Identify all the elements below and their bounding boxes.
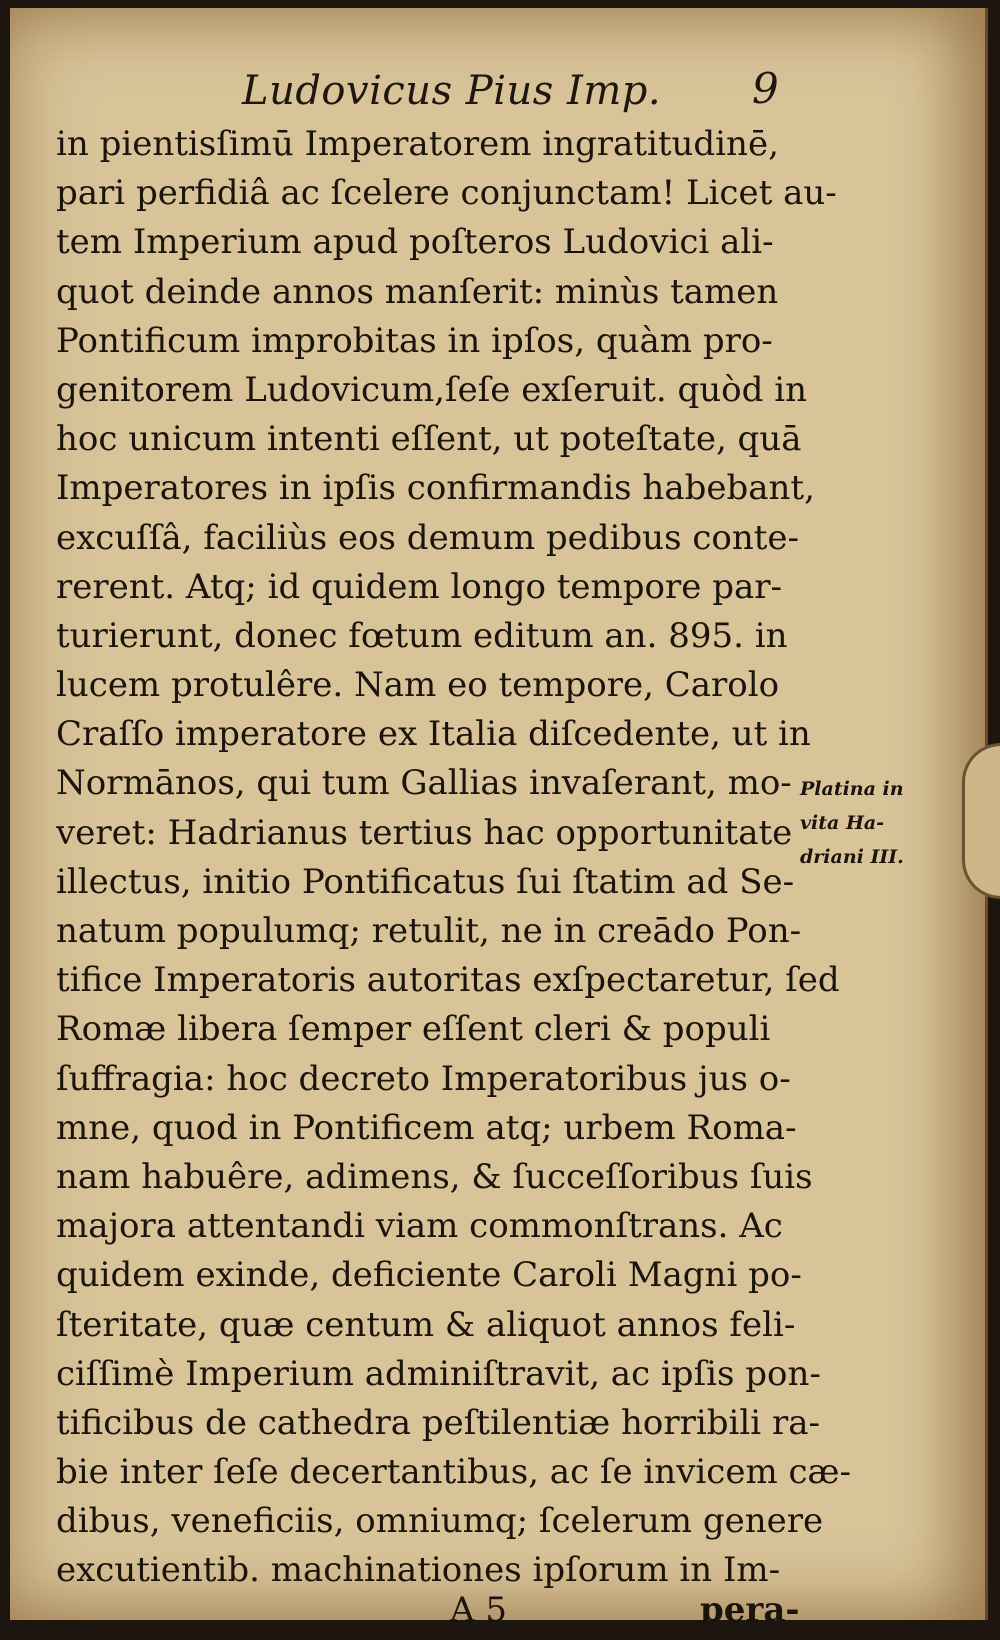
text-line: veret: Hadrianus tertius hac opportunitate bbox=[56, 812, 793, 853]
text-line: excutientib. machinationes ipſorum in Im- bbox=[56, 1550, 781, 1591]
text-line: in pientisſimū Imperatorem ingratitudinē, bbox=[56, 124, 779, 164]
text-line: Imperatores in ipſis confirmandis habebant, bbox=[56, 468, 815, 509]
text-line: rerent. Atq; id quidem longo tempore par- bbox=[56, 566, 782, 607]
text-line: mne, quod in Pontificem atq; urbem Roma- bbox=[56, 1107, 797, 1148]
text-line: hoc unicum intenti eſſent, ut poteſtate, quā bbox=[56, 419, 802, 460]
text-line: bie inter ſeſe decertantibus, ac ſe invicem cæ- bbox=[56, 1452, 851, 1493]
text-line: quot deinde annos manſerit: minùs tamen bbox=[56, 271, 779, 312]
text-line: natum populumq; retulit, ne in creādo Pon- bbox=[56, 911, 802, 951]
catchword: pera- bbox=[700, 1590, 800, 1630]
marginal-note-line: Platina in bbox=[800, 778, 904, 800]
marginal-note-line: driani III. bbox=[800, 846, 904, 868]
text-line: quidem exinde, deficiente Caroli Magni po- bbox=[56, 1255, 802, 1296]
text-line: majora attentandi viam commonſtrans. Ac bbox=[56, 1206, 783, 1247]
text-line: Pontificum improbitas in ipſos, quàm pro- bbox=[56, 320, 773, 361]
text-line: ſuffragia: hoc decreto Imperatoribus jus o- bbox=[56, 1058, 791, 1099]
text-line: ciſſimè Imperium adminiſtravit, ac ipſis pon- bbox=[56, 1353, 821, 1394]
book-page bbox=[10, 8, 988, 1630]
text-line: genitorem Ludovicum,ſeſe exſeruit. quòd in bbox=[56, 369, 807, 410]
page-number: 9 bbox=[752, 64, 779, 113]
text-line: ſteritate, quæ centum & aliquot annos feli- bbox=[56, 1304, 796, 1345]
text-line: turierunt, donec fœtum editum an. 895. in bbox=[56, 615, 788, 656]
text-line: Romæ libera ſemper eſſent cleri & populi bbox=[56, 1009, 771, 1050]
signature-mark: A 5 bbox=[450, 1590, 507, 1630]
text-line: pari perfidiâ ac ſcelere conjunctam! Licet au- bbox=[56, 173, 837, 214]
text-line: nam habuêre, adimens, & ſucceſſoribus ſuis bbox=[56, 1156, 813, 1197]
running-title: Ludovicus Pius Imp. bbox=[242, 68, 662, 114]
text-line: lucem protulêre. Nam eo tempore, Carolo bbox=[56, 665, 780, 706]
page-footer bbox=[10, 1590, 985, 1640]
text-line: tem Imperium apud poſteros Ludovici ali- bbox=[56, 222, 774, 263]
page-header bbox=[10, 60, 985, 120]
text-line: tifice Imperatoris autoritas exſpectaretur, ſed bbox=[56, 960, 840, 1001]
text-line: excuſſâ, faciliùs eos demum pedibus conte- bbox=[56, 517, 800, 558]
text-line: dibus, veneficiis, omniumq; ſcelerum genere bbox=[56, 1501, 824, 1542]
page-tab-edge bbox=[962, 743, 1000, 899]
text-line: Normānos, qui tum Gallias invaſerant, mo- bbox=[56, 763, 792, 804]
text-line: Craſſo imperatore ex Italia diſcedente, ut in bbox=[56, 714, 811, 755]
marginal-note-line: vita Ha- bbox=[800, 812, 885, 834]
text-line: tificibus de cathedra peſtilentiæ horribili ra- bbox=[56, 1402, 820, 1443]
marginal-note bbox=[800, 772, 920, 874]
text-line: illectus, initio Pontificatus ſui ſtatim ad Se- bbox=[56, 861, 795, 902]
